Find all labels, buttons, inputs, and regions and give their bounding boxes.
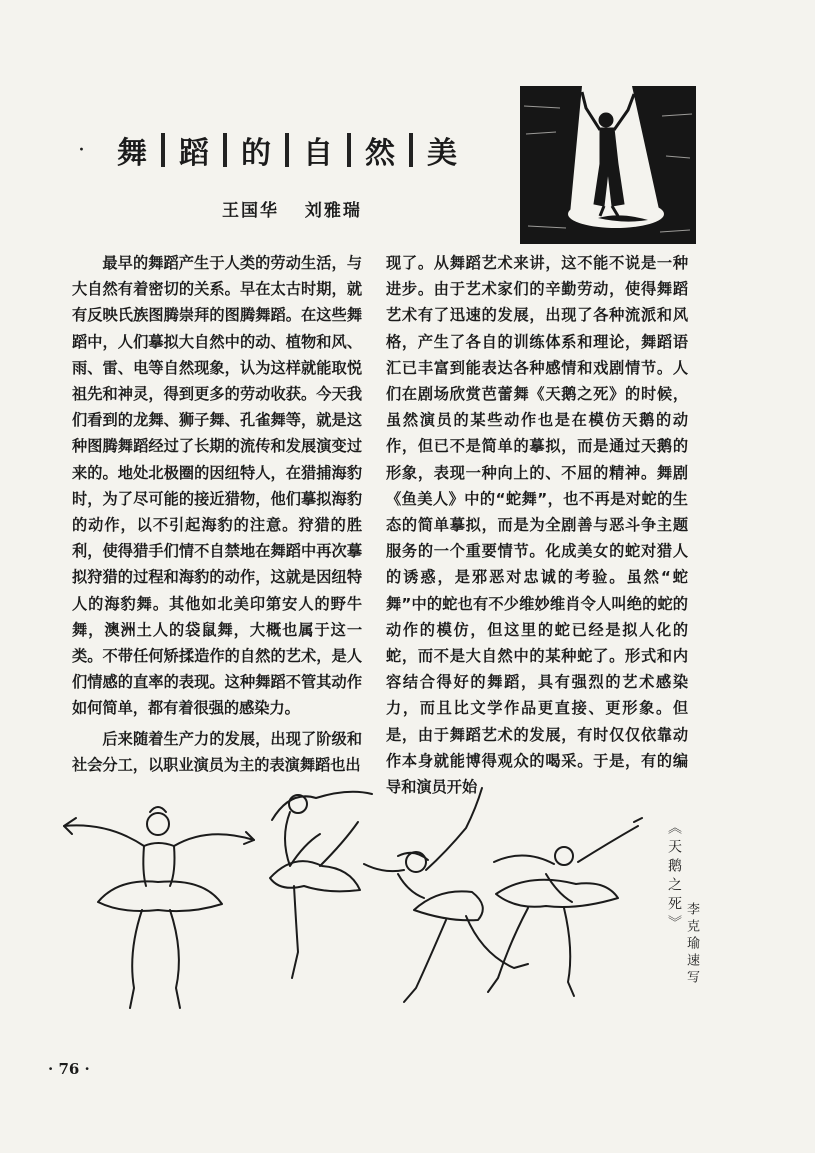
title-char: 然 <box>365 136 395 171</box>
illustration-caption-title: 《天鹅之死》 <box>666 820 682 934</box>
page-number: · 76 · <box>48 1060 90 1078</box>
left-text-column <box>72 250 362 778</box>
illustration-caption-artist: 李克瑜速写 <box>684 902 699 987</box>
ballet-sketches-illustration <box>58 782 658 1032</box>
title-char: 蹈 <box>179 136 209 171</box>
title-char: 的 <box>241 136 271 171</box>
spotlight-dancer-illustration <box>520 86 696 244</box>
paragraph: 最早的舞蹈产生于人类的劳动生活，与大自然有着密切的关系。早在太古时期，就有反映氏族图腾崇拜的图腾舞蹈。在这些舞蹈中，人们摹拟大自然中的动、植物和风、雨、雷、电等自然现象，认为这样就能取悦祖先和神灵，得到更多的劳动收获。今天我们看到的龙舞、狮子舞、孔雀舞等，就是这种图腾舞蹈经过了长期的流传和发展演变过来的。地处北极圈的因纽特人，在猎捕海豹时，为了尽可能的接近猎物，他们摹拟海豹的动作，以不引起海豹的注意。狩猎的胜利，使得猎手们情不自禁地在舞蹈中再次摹拟狩猎的过程和海豹的动作，这就是因纽特人的海豹舞。其他如北美印第安人的野牛舞，澳洲土人的袋鼠舞，大概也属于这一类。不带任何矫揉造作的自然的艺术，是人们情感的直率的表现。这种舞蹈不管其动作如何简单，都有着很强的感染力。 <box>72 254 362 718</box>
dancer-sketch <box>488 818 642 996</box>
article-authors: 王国华 刘雅瑞 <box>222 201 362 221</box>
dancer-sketch <box>64 807 254 1008</box>
paragraph: 后来随着生产力的发展，出现了阶级和社会分工，以职业演员为主的表演舞蹈也出 <box>72 729 362 774</box>
title-char: 美 <box>427 136 457 171</box>
paragraph: 现了。从舞蹈艺术来讲，这不能不说是一种进步。由于艺术家们的辛勤劳动，使得舞蹈艺术有了迅速的发展，出现了各种流派和风格，产生了各自的训练体系和理论，舞蹈语汇已丰富到能表达各种感情和戏剧情节。人们在剧场欣赏芭蕾舞《天鹅之死》的时候，虽然演员的某些动作也是在模仿天鹅的动作，但已不是简单的摹拟，而是通过天鹅的形象，表现一种向上的、不屈的精神。舞剧《鱼美人》中的“蛇舞”，也不再是对蛇的生态的简单摹拟，而是为全剧善与恶斗争主题服务的一个重要情节。化成美女的蛇对猎人的诱惑，是邪恶对忠诚的考验。虽然“蛇舞”中的蛇也有不少维妙维肖令人叫绝的蛇的动作的模仿，但这里的蛇已经是拟人化的蛇，而不是大自然中的某种蛇了。形式和内容结合得好的舞蹈，具有强烈的艺术感染力，而且比文学作品更直接、更形象。但是，由于舞蹈艺术的发展，有时仅仅依靠动作本身就能博得观众的喝采。于是，有的编导和演员开始 <box>386 254 688 797</box>
title-bullet: · <box>78 137 85 163</box>
title-char: 自 <box>303 136 333 171</box>
title-char: 舞 <box>117 136 147 171</box>
right-text-column <box>386 250 688 800</box>
article-title <box>78 128 478 172</box>
dancer-sketch <box>270 792 372 978</box>
dancer-sketch <box>364 788 528 1002</box>
